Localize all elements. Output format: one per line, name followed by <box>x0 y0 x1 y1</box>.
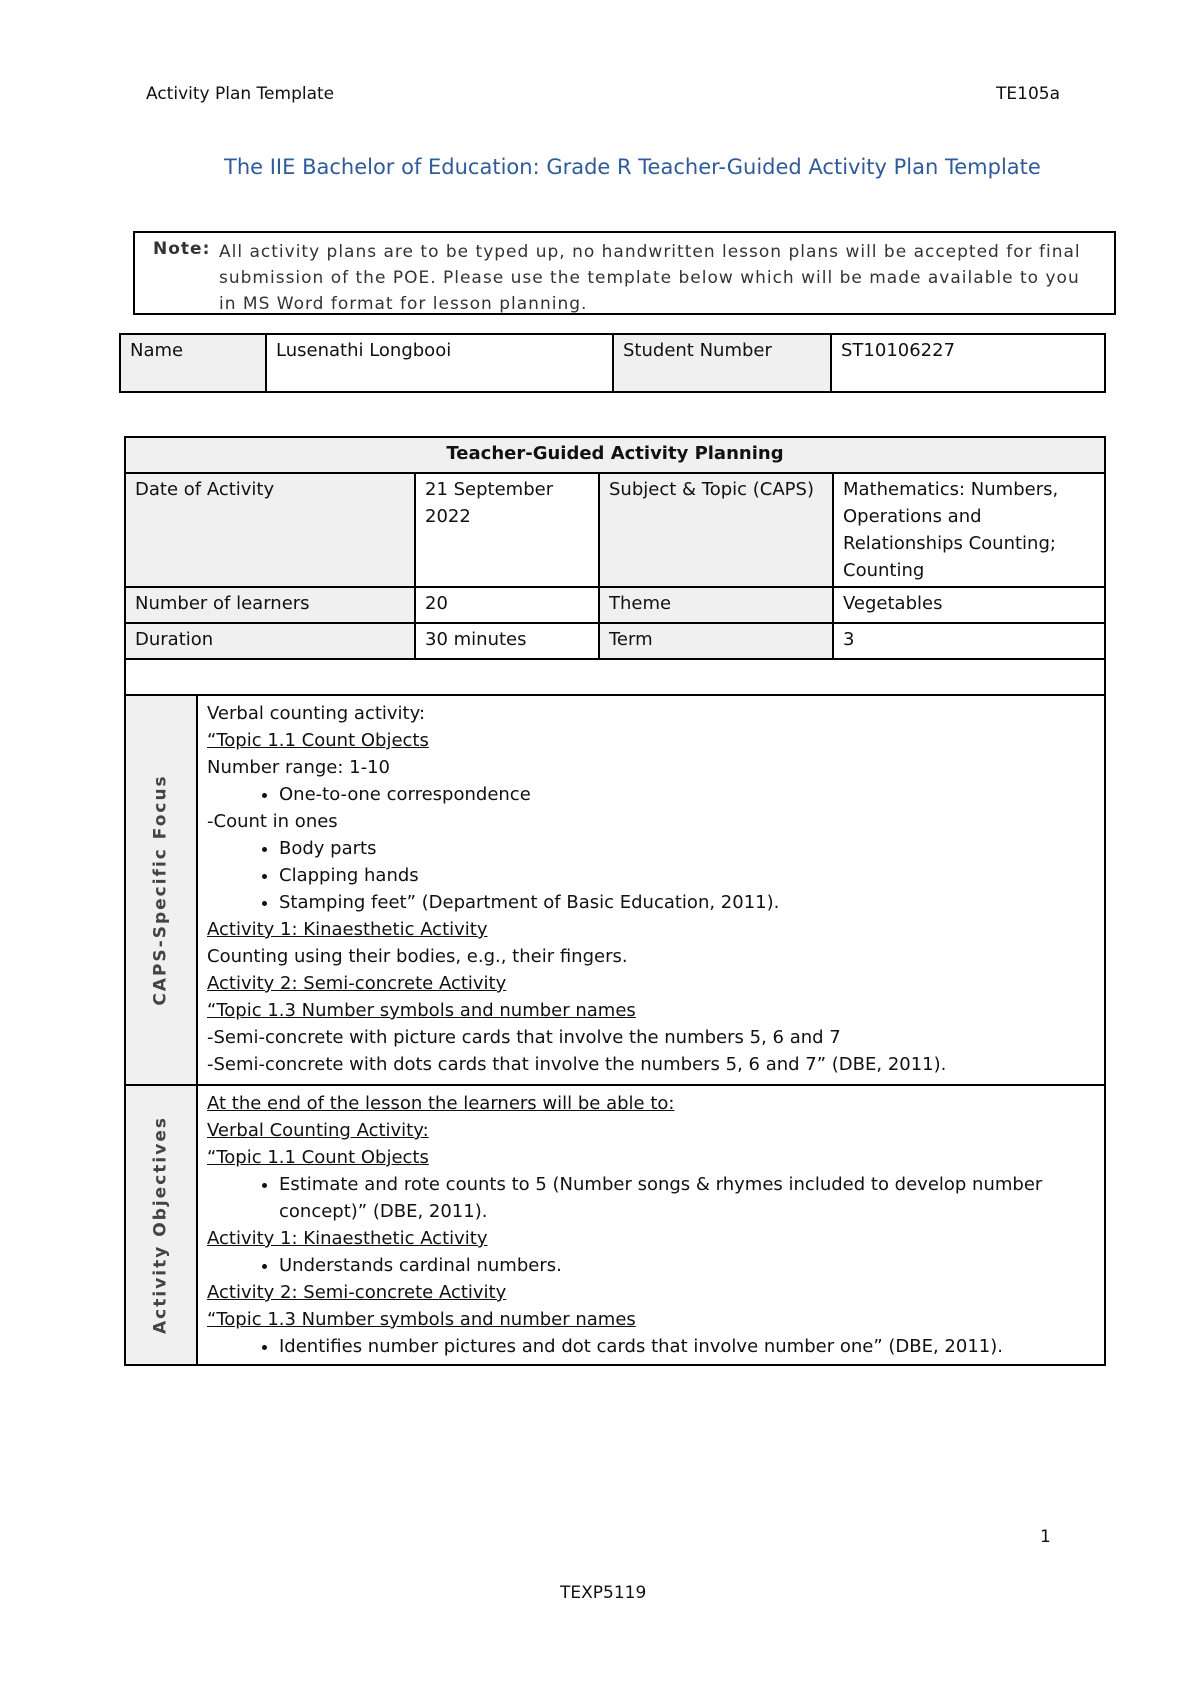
theme-label: Theme <box>599 587 833 623</box>
list-item: • Body parts <box>279 835 1095 862</box>
objectives-activity1: Activity 1: Kinaesthetic Activity <box>207 1228 488 1249</box>
student-table <box>119 333 1106 393</box>
subject-label: Subject & Topic (CAPS) <box>599 473 833 587</box>
list-item: • Identifies number pictures and dot cards that involve number one” (DBE, 2011). <box>279 1333 1095 1360</box>
caps-verbal-heading: Verbal counting activity: <box>207 703 426 724</box>
header-right: TE105a <box>996 84 1060 104</box>
header-left: Activity Plan Template <box>146 84 335 104</box>
objectives-side-cell <box>125 1085 197 1365</box>
objectives-side-label: Activity Objectives <box>150 1116 171 1334</box>
objectives-list-1 <box>207 1171 1095 1225</box>
objectives-topic11: “Topic 1.1 Count Objects <box>207 1147 429 1168</box>
list-item: • Stamping feet” (Department of Basic Education, 2011). <box>279 889 1095 916</box>
note-label: Note: <box>153 239 211 259</box>
caps-activity2: Activity 2: Semi-concrete Activity <box>207 973 507 994</box>
note-text: All activity plans are to be typed up, no handwritten lesson plans will be accepted for final submission of the POE. Please use the template below which will be made available to you in MS Word format for lesson planning. <box>219 242 1081 314</box>
objectives-intro: At the end of the lesson the learners will be able to: <box>207 1093 675 1114</box>
blank-row <box>125 659 1105 695</box>
caps-content <box>197 695 1105 1085</box>
objectives-topic13: “Topic 1.3 Number symbols and number names <box>207 1309 636 1330</box>
activity-plan-table <box>124 436 1106 1366</box>
caps-list-1 <box>207 781 1095 808</box>
date-value: 21 September 2022 <box>415 473 599 587</box>
caps-list-2 <box>207 835 1095 916</box>
caps-side-cell <box>125 695 197 1085</box>
caps-count-ones: -Count in ones <box>207 811 338 832</box>
list-item: • Estimate and rote counts to 5 (Number songs & rhymes included to develop number concept)” (DBE, 2011). <box>279 1171 1095 1225</box>
caps-topic13: “Topic 1.3 Number symbols and number names <box>207 1000 636 1021</box>
subject-value: Mathematics: Numbers, Operations and Relationships Counting; Counting <box>833 473 1105 587</box>
student-number-value: ST10106227 <box>831 334 1105 392</box>
caps-topic11: “Topic 1.1 Count Objects <box>207 730 429 751</box>
page-title: The IIE Bachelor of Education: Grade R Teacher-Guided Activity Plan Template <box>224 155 1041 179</box>
theme-value: Vegetables <box>833 587 1105 623</box>
objectives-activity2: Activity 2: Semi-concrete Activity <box>207 1282 507 1303</box>
objectives-verbal: Verbal Counting Activity: <box>207 1120 429 1141</box>
objectives-list-3 <box>207 1333 1095 1360</box>
list-item: • One-to-one correspondence <box>279 781 1095 808</box>
duration-label: Duration <box>125 623 415 659</box>
list-item: • Understands cardinal numbers. <box>279 1252 1095 1279</box>
caps-activity1: Activity 1: Kinaesthetic Activity <box>207 919 488 940</box>
plan-heading: Teacher-Guided Activity Planning <box>125 437 1105 473</box>
objectives-content <box>197 1085 1105 1365</box>
term-value: 3 <box>833 623 1105 659</box>
caps-semi2: -Semi-concrete with dots cards that involve the numbers 5, 6 and 7” (DBE, 2011). <box>207 1054 947 1075</box>
page-number: 1 <box>1040 1527 1051 1547</box>
list-item: • Clapping hands <box>279 862 1095 889</box>
student-number-label: Student Number <box>613 334 831 392</box>
learners-label: Number of learners <box>125 587 415 623</box>
date-label: Date of Activity <box>125 473 415 587</box>
footer-code: TEXP5119 <box>560 1583 647 1603</box>
name-value: Lusenathi Longbooi <box>266 334 613 392</box>
learners-value: 20 <box>415 587 599 623</box>
caps-semi1: -Semi-concrete with picture cards that involve the numbers 5, 6 and 7 <box>207 1027 841 1048</box>
objectives-list-2 <box>207 1252 1095 1279</box>
duration-value: 30 minutes <box>415 623 599 659</box>
name-label: Name <box>120 334 266 392</box>
caps-range: Number range: 1-10 <box>207 757 391 778</box>
note-box <box>133 231 1116 315</box>
term-label: Term <box>599 623 833 659</box>
caps-activity1-text: Counting using their bodies, e.g., their fingers. <box>207 946 628 967</box>
caps-side-label: CAPS-Specific Focus <box>150 774 171 1006</box>
